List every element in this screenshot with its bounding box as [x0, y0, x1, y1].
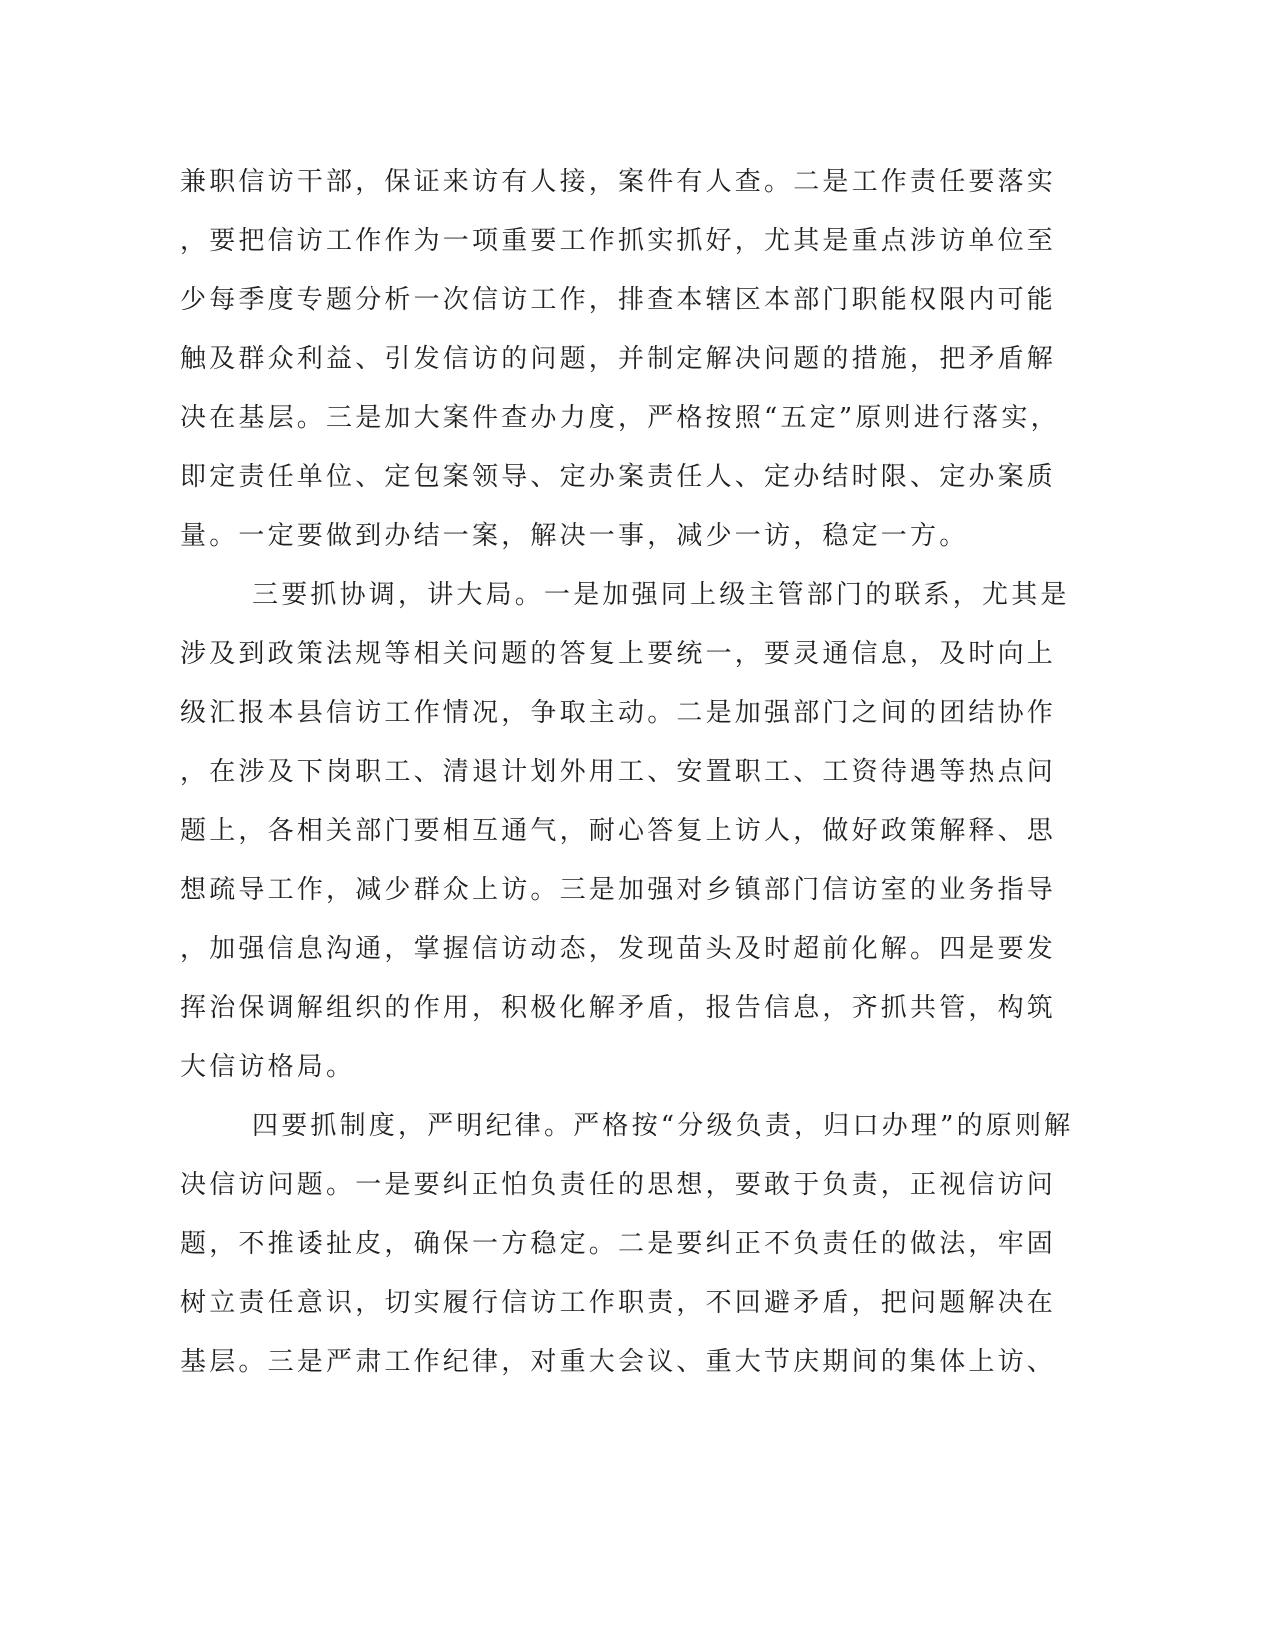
text-line: 触及群众利益、引发信访的问题，并制定解决问题的措施，把矛盾解 [180, 344, 1057, 374]
text-line: 兼职信访干部，保证来访有人接，案件有人查。二是工作责任要落实 [180, 167, 1057, 197]
paragraph-start-line: 三要抓协调，讲大局。一是加强同上级主管部门的联系，尤其是 [252, 580, 1070, 610]
text-line: 题，不推诿扯皮，确保一方稳定。二是要纠正不负责任的做法，牢固 [180, 1229, 1057, 1259]
text-line: 基层。三是严肃工作纪律，对重大会议、重大节庆期间的集体上访、 [180, 1347, 1057, 1377]
text-line: ，在涉及下岗职工、清退计划外用工、安置职工、工资待遇等热点问 [180, 757, 1057, 787]
text-line: ，要把信访工作作为一项重要工作抓实抓好，尤其是重点涉访单位至 [180, 226, 1057, 256]
text-line: 决信访问题。一是要纠正怕负责任的思想，要敢于负责，正视信访问 [180, 1170, 1057, 1200]
text-line: 题上，各相关部门要相互通气，耐心答复上访人，做好政策解释、思 [180, 816, 1057, 846]
text-line: 即定责任单位、定包案领导、定办案责任人、定办结时限、定办案质 [180, 462, 1057, 492]
text-line: 挥治保调解组织的作用，积极化解矛盾，报告信息，齐抓共管，构筑 [180, 993, 1057, 1023]
paragraph-start-line: 四要抓制度，严明纪律。严格按“分级负责，归口办理”的原则解 [252, 1111, 1074, 1141]
text-line: 决在基层。三是加大案件查办力度，严格按照“五定”原则进行落实， [180, 403, 1060, 433]
text-line: ，加强信息沟通，掌握信访动态，发现苗头及时超前化解。四是要发 [180, 934, 1057, 964]
body-text [180, 153, 1074, 1392]
text-line: 少每季度专题分析一次信访工作，排查本辖区本部门职能权限内可能 [180, 285, 1057, 315]
text-line: 树立责任意识，切实履行信访工作职责，不回避矛盾，把问题解决在 [180, 1288, 1057, 1318]
text-line: 涉及到政策法规等相关问题的答复上要统一，要灵通信息，及时向上 [180, 639, 1057, 669]
text-line: 量。一定要做到办结一案，解决一事，减少一访，稳定一方。 [180, 521, 969, 551]
text-line: 大信访格局。 [180, 1052, 356, 1082]
text-line: 级汇报本县信访工作情况，争取主动。二是加强部门之间的团结协作 [180, 698, 1057, 728]
text-line: 想疏导工作，减少群众上访。三是加强对乡镇部门信访室的业务指导 [180, 875, 1057, 905]
